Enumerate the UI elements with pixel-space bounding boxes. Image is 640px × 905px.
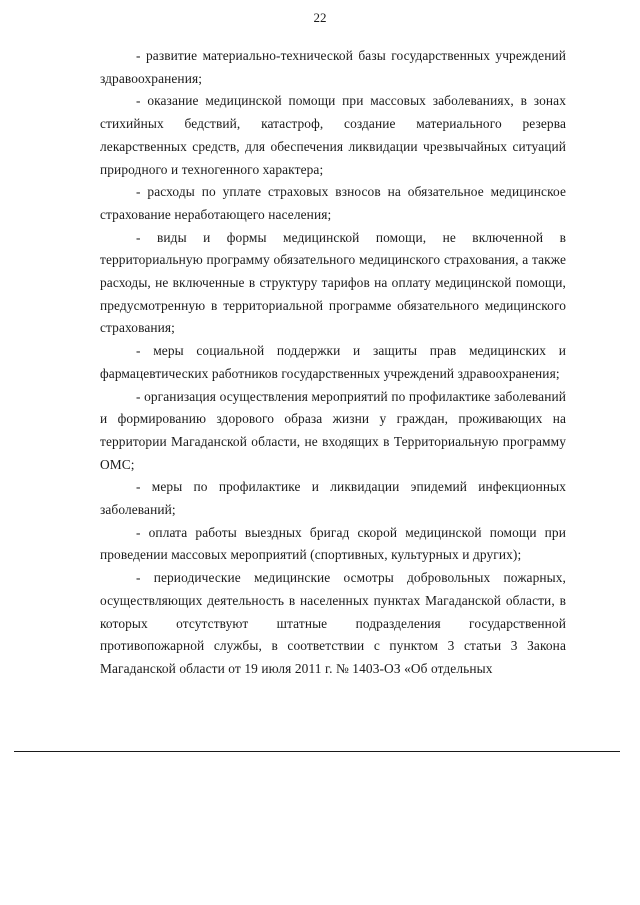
list-item-social-support: - меры социальной поддержки и защиты прав медицинских и фармацевтических работников государственных учреждений здравоохранения;	[100, 343, 566, 381]
list-item-material-base: - развитие материально-технической базы государственных учреждений здравоохранения;	[100, 48, 566, 86]
horizontal-rule	[14, 751, 620, 752]
list-item-firefighter-exams: - периодические медицинские осмотры добровольных пожарных, осуществляющих деятельность в населенных пунктах Магаданской области, в которых отсутствуют штатные подразделения государственной противопожарной службы, в соответствии с пунктом 3 статьи 3 Закона Магаданской области от 19 июля 2011 г. № 1403-ОЗ «Об отдельных	[100, 570, 566, 676]
list-item-epidemics: - меры по профилактике и ликвидации эпидемий инфекционных заболеваний;	[100, 479, 566, 518]
list-item-insurance-contributions: - расходы по уплате страховых взносов на обязательное медицинское страхование неработающего населения;	[100, 184, 566, 222]
list-item-prevention: - организация осуществления мероприятий по профилактике заболеваний и формированию здорового образа жизни у граждан, проживающих на территории Магаданской области, не входящих в Территориальную программу ОМС;	[100, 388, 566, 472]
document-body	[100, 45, 566, 681]
list-item-ambulance-teams: - оплата работы выездных бригад скорой медицинской помощи при проведении массовых мероприятий (спортивных, культурных и других);	[100, 524, 566, 563]
page-number: 22	[313, 10, 327, 25]
list-item-medical-care-types: - виды и формы медицинской помощи, не включенной в территориальную программу обязательного медицинского страхования, а также расходы, не включенные в структуру тарифов на оплату медицинской помощи, предусмотренную в территориальной программе обязательного медицинского страхования;	[100, 229, 566, 336]
list-item-mass-disease-aid: - оказание медицинской помощи при массовых заболеваниях, в зонах стихийных бедствий, катастроф, создание материального резерва лекарственных средств, для обеспечения ликвидации чрезвычайных ситуаций природного и техногенного характера;	[100, 93, 566, 177]
